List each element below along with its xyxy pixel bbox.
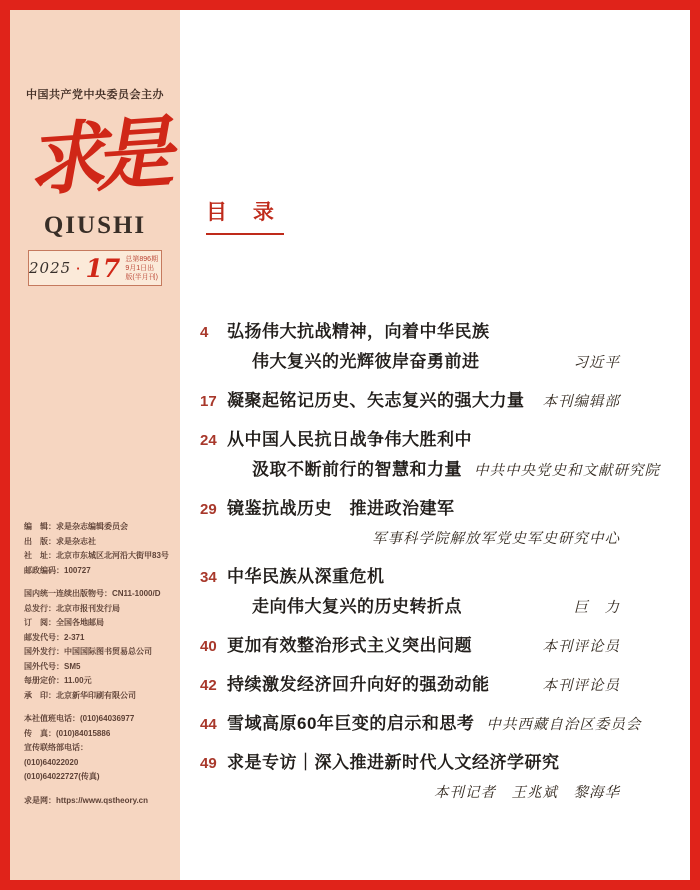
toc-title: 镜鉴抗战历史 推进政治建军 [227,499,455,518]
toc-author: 本刊评论员 [542,678,620,694]
toc-entry-body [227,386,620,417]
toc-page-number: 49 [200,755,217,772]
issue-number: 17 [85,253,121,283]
info-line-liaison-phone: (010)64022020 [24,757,79,767]
info-line-postal-code: 邮发代号：2-371 [24,632,85,642]
toc-title-line2: 伟大复兴的光辉彼岸奋勇前进 [252,352,480,371]
toc-page-number: 42 [200,677,217,694]
publication-info-group-website [24,794,174,809]
info-line-liaison-label: 宣传联络部电话： [24,743,88,752]
publication-info-group-contact [24,712,174,785]
toc-page-number: 17 [200,393,217,410]
info-line-overseas-dist: 国外发行：中国国际图书贸易总公司 [24,647,152,656]
publication-info-group-distribution [24,587,174,703]
toc-entry [200,631,620,662]
toc-title: 从中国人民抗日战争伟大胜利中 [227,430,472,449]
toc-author: 本刊评论员 [542,639,620,655]
toc-author: 本刊记者 王兆斌 黎海华 [434,785,620,801]
info-line-general-dist: 总发行：北京市报刊发行局 [24,603,120,613]
info-line-issn: 国内统一连续出版物号：CN11-1000/D [24,589,161,598]
issue-year: 2025 [29,259,72,277]
toc-entry-body [227,670,620,701]
sidebar [10,10,180,880]
publication-info-group-editor [24,520,174,578]
toc-author: 本刊编辑部 [542,394,620,410]
qiushi-logo-latin: QIUSHI [43,212,147,239]
toc-entry [200,425,660,486]
toc-author: 巨 力 [573,600,620,616]
toc-page-number: 34 [200,569,217,586]
info-line-price: 每册定价：11.00元 [24,676,92,685]
toc-entry [200,748,620,808]
issue-dot: · [76,260,81,276]
info-line-editor: 编 辑：求是杂志编辑委员会 [24,522,128,531]
toc-entry-body [227,562,620,623]
toc-entry-body [227,317,620,378]
info-line-subscription: 订 阅：全国各地邮局 [24,618,104,627]
toc-entry-body [227,748,620,808]
toc-title: 凝聚起铭记历史、矢志复兴的强大力量 [227,391,525,410]
info-line-fax: 传 真：(010)84015886 [24,728,111,738]
issue-meta [125,255,161,282]
info-line-liaison-fax: (010)64022727(传真) [24,772,100,781]
toc-entry [200,562,620,623]
issue-publish-date: 9月1日出版(半月刊) [125,264,158,281]
info-line-address: 社 址：北京市东城区北河沿大街甲83号 [24,551,169,560]
toc-entry [200,386,620,417]
info-line-printer: 承 印：北京新华印刷有限公司 [24,690,136,700]
info-line-overseas-code: 国外代号：SM5 [24,661,81,671]
toc-page-number: 24 [200,432,217,449]
toc-page-number: 4 [200,324,209,341]
toc-entry [200,670,620,701]
info-line-website: 求是网：https://www.qstheory.cn [24,795,149,805]
toc-title: 更加有效整治形式主义突出问题 [227,636,472,655]
toc-title: 雪域高原60年巨变的启示和思考 [227,714,475,733]
toc-entry [200,494,620,554]
toc-heading: 目 录 [206,196,284,235]
toc-entry-body [227,631,620,662]
info-line-postcode: 邮政编码：100727 [24,565,91,575]
toc-entry-body [227,425,660,486]
toc-page-number: 29 [200,501,217,518]
toc-title: 持续激发经济回升向好的强劲动能 [227,675,490,694]
toc-entry-body [227,709,641,740]
contents-area [180,10,690,880]
toc-list [200,317,660,808]
toc-entry-body [227,494,620,554]
issue-cumulative-number: 总第896期 [125,255,159,263]
toc-title-line2: 汲取不断前行的智慧和力量 [252,460,462,479]
toc-author: 军事科学院解放军党史军史研究中心 [372,531,620,547]
toc-author: 中共中央党史和文献研究院 [474,463,660,479]
toc-title: 中华民族从深重危机 [227,567,385,586]
toc-page-number: 40 [200,638,217,655]
toc-title-line2: 走向伟大复兴的历史转折点 [252,597,462,616]
info-line-duty-phone: 本社值班电话：(010)64036977 [24,714,135,723]
toc-title: 弘扬伟大抗战精神，向着中华民族 [227,322,490,341]
issue-box [28,250,162,286]
toc-title: 求是专访｜深入推进新时代人文经济学研究 [227,753,560,772]
publisher-line: 中国共产党中央委员会主办 [26,89,164,101]
publication-info-block [24,520,174,817]
qiushi-logo-calligraphy: 求是 [23,107,166,208]
toc-author: 中共西藏自治区委员会 [486,717,642,733]
toc-entry [200,709,642,740]
toc-page-number: 44 [200,716,217,733]
info-line-publisher: 出 版：求是杂志社 [24,536,96,546]
toc-author: 习近平 [573,355,620,371]
toc-entry [200,317,620,378]
